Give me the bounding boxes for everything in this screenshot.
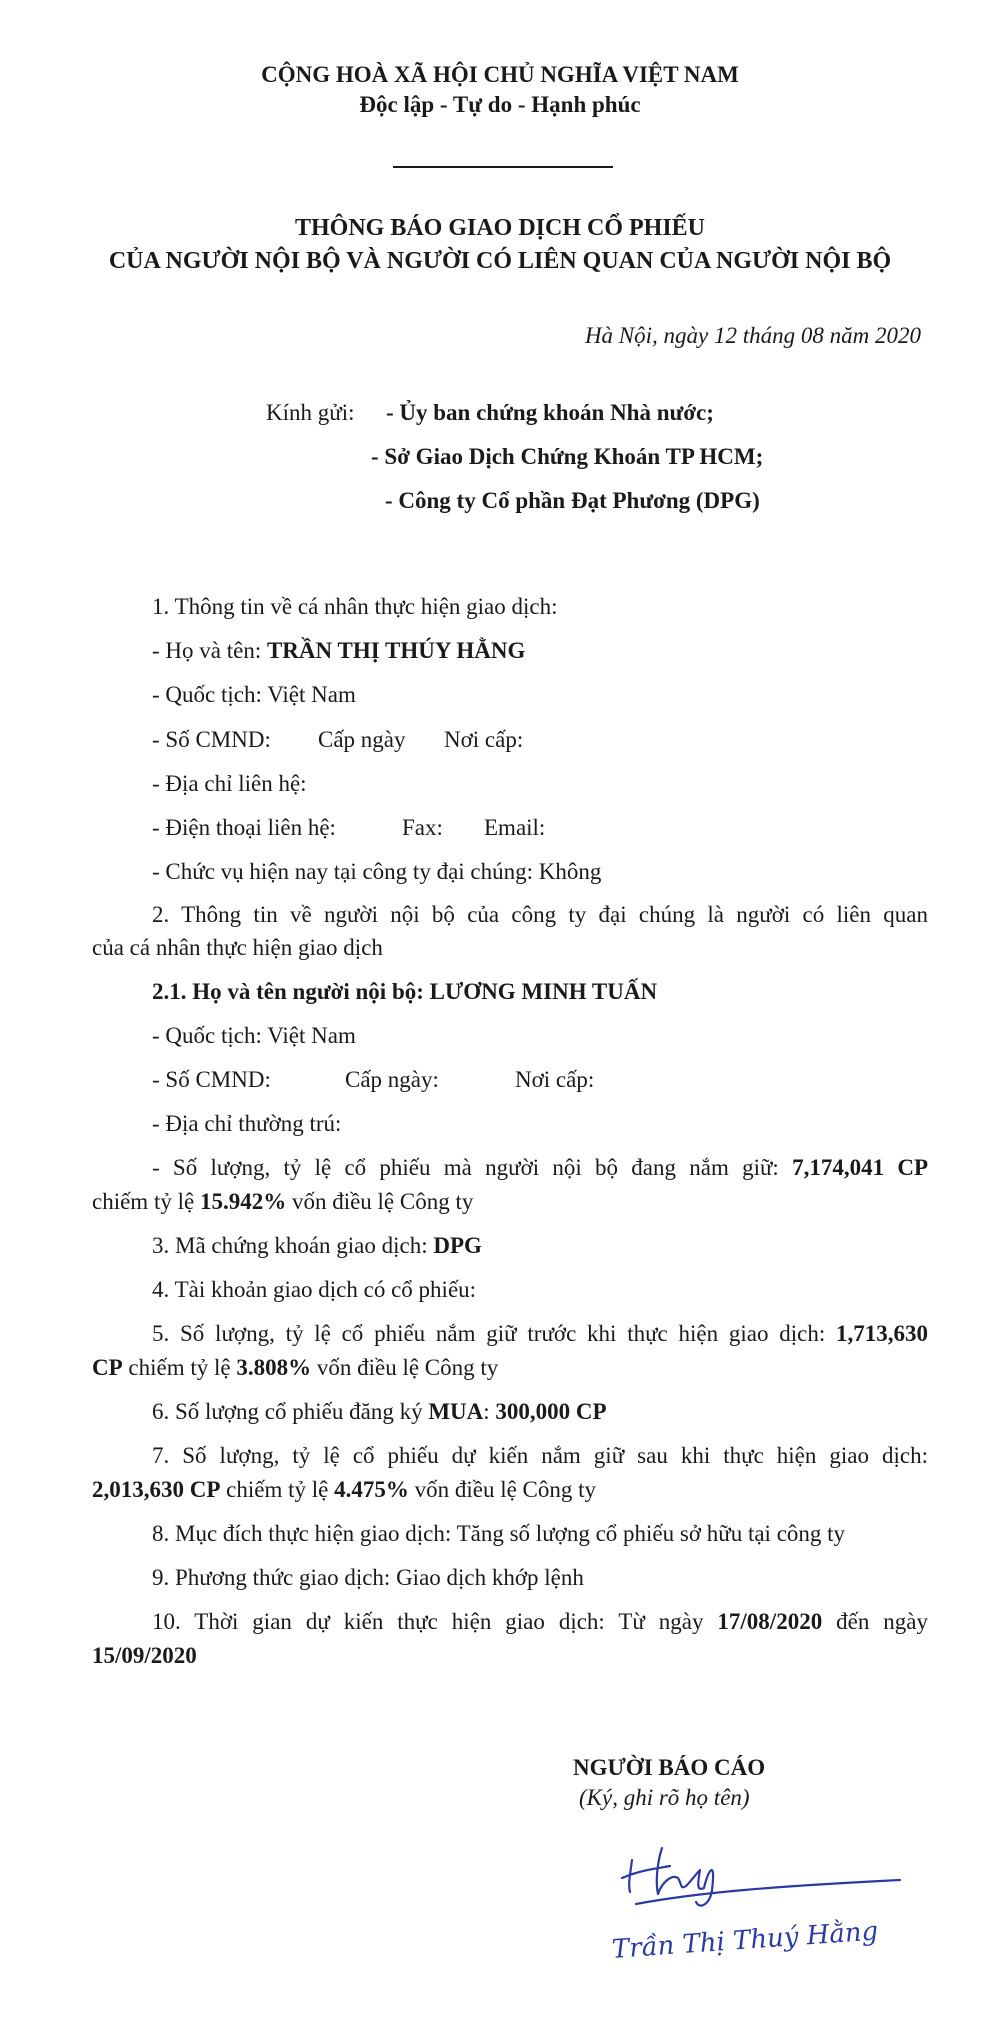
section7-pre: chiếm tỷ lệ — [220, 1477, 335, 1502]
insider-address: - Địa chỉ thường trú: — [152, 1111, 342, 1136]
signer-title: NGƯỜI BÁO CÁO — [573, 1755, 766, 1780]
person-name-row — [152, 638, 525, 664]
person-name-label: - Họ và tên: — [152, 638, 267, 663]
section2-heading: 2. Thông tin về người nội bộ của công ty đại chúng là người có liên quan — [152, 902, 928, 927]
recipient-item: - Ủy ban chứng khoán Nhà nước; — [386, 400, 714, 425]
person-id-date: Cấp ngày — [318, 727, 406, 752]
insider-holding-post: vốn điều lệ Công ty — [286, 1189, 474, 1214]
person-id-place: Nơi cấp: — [444, 727, 524, 752]
section3-text: 3. Mã chứng khoán giao dịch: — [152, 1233, 434, 1258]
section4-row: 4. Tài khoản giao dịch có cổ phiếu: — [152, 1277, 477, 1302]
handwritten-signature — [600, 1830, 960, 2000]
person-name-value: TRẦN THỊ THÚY HẰNG — [266, 638, 526, 663]
section10-text: 10. Thời gian dự kiến thực hiện giao dịch: Từ ngày — [152, 1609, 718, 1634]
section1-heading: 1. Thông tin về cá nhân thực hiện giao dịch: — [152, 594, 558, 619]
person-position: - Chức vụ hiện nay tại công ty đại chúng: Không — [152, 859, 602, 884]
section5-line2 — [92, 1355, 498, 1381]
header-divider — [393, 166, 613, 168]
country-name: CỘNG HOÀ XÃ HỘI CHỦ NGHĨA VIỆT NAM — [261, 62, 739, 87]
section10-to-date: 15/09/2020 — [92, 1643, 197, 1668]
date-line: Hà Nội, ngày 12 tháng 08 năm 2020 — [584, 323, 921, 348]
section6-action: MUA — [428, 1399, 484, 1424]
insider-name-row — [152, 979, 657, 1005]
section7-line2 — [92, 1477, 596, 1503]
national-motto: Độc lập - Tự do - Hạnh phúc — [359, 92, 641, 117]
recipient-item: - Công ty Cổ phần Đạt Phương (DPG) — [385, 488, 760, 513]
section5-text: 5. Số lượng, tỷ lệ cổ phiếu nắm giữ trước khi thực hiện giao dịch: — [152, 1321, 836, 1346]
section5-shares: 1,713,630 — [836, 1321, 928, 1346]
person-nationality: - Quốc tịch: Việt Nam — [152, 682, 356, 707]
insider-id-label: - Số CMND: — [152, 1067, 271, 1092]
insider-holding-shares: 7,174,041 CP — [792, 1155, 928, 1180]
person-phone: - Điện thoại liên hệ: — [152, 815, 336, 840]
insider-id-date: Cấp ngày: — [345, 1067, 439, 1092]
section8-row: 8. Mục đích thực hiện giao dịch: Tăng số lượng cổ phiếu sở hữu tại công ty — [152, 1521, 846, 1546]
insider-holding-pre: chiếm tỷ lệ — [92, 1189, 200, 1214]
document-title-line1: THÔNG BÁO GIAO DỊCH CỔ PHIẾU — [294, 215, 706, 241]
section5-pre: chiếm tỷ lệ — [122, 1355, 237, 1380]
section3-row — [152, 1233, 482, 1259]
section6-shares: 300,000 CP — [495, 1399, 607, 1424]
insider-holding-line1 — [152, 1155, 928, 1181]
section5-line1 — [152, 1321, 928, 1347]
section6-row — [152, 1399, 607, 1425]
section9-row: 9. Phương thức giao dịch: Giao dịch khớp lệnh — [152, 1565, 584, 1590]
section5-post: vốn điều lệ Công ty — [311, 1355, 499, 1380]
signer-note: (Ký, ghi rõ họ tên) — [579, 1785, 750, 1810]
person-id-label: - Số CMND: — [152, 727, 271, 752]
insider-name-label: 2.1. Họ và tên người nội bộ: — [152, 979, 430, 1004]
insider-nationality: - Quốc tịch: Việt Nam — [152, 1023, 356, 1048]
document-title-line2: CỦA NGƯỜI NỘI BỘ VÀ NGƯỜI CÓ LIÊN QUAN CỦA NGƯỜI NỘI BỘ — [108, 248, 892, 274]
person-fax: Fax: — [402, 815, 443, 840]
insider-name-value: LƯƠNG MINH TUẤN — [429, 979, 658, 1004]
section10-from-date: 17/08/2020 — [717, 1609, 823, 1634]
person-address: - Địa chỉ liên hệ: — [152, 771, 307, 796]
insider-holding-text: - Số lượng, tỷ lệ cổ phiếu mà người nội bộ đang nắm giữ: — [152, 1155, 793, 1180]
section7-post: vốn điều lệ Công ty — [408, 1477, 597, 1502]
section7-line1: 7. Số lượng, tỷ lệ cổ phiếu dự kiến nắm giữ sau khi thực hiện giao dịch: — [152, 1443, 928, 1468]
recipients-label: Kính gửi: — [266, 400, 355, 425]
insider-id-place: Nơi cấp: — [515, 1067, 595, 1092]
section6-sep: : — [483, 1399, 496, 1424]
section3-code: DPG — [433, 1233, 482, 1258]
section10-to-label: đến ngày — [822, 1609, 928, 1634]
insider-holding-percent: 15.942% — [199, 1189, 287, 1214]
section5-percent: 3.808% — [236, 1355, 312, 1380]
section10-line1 — [152, 1609, 928, 1635]
section5-unit: CP — [92, 1355, 123, 1380]
section2-heading-cont: của cá nhân thực hiện giao dịch — [92, 935, 383, 960]
recipient-item: - Sở Giao Dịch Chứng Khoán TP HCM; — [371, 444, 764, 469]
section7-percent: 4.475% — [334, 1477, 409, 1502]
person-email: Email: — [484, 815, 546, 840]
insider-holding-line2 — [92, 1189, 473, 1215]
section6-text: 6. Số lượng cổ phiếu đăng ký — [152, 1399, 429, 1424]
handwritten-name: Trần Thị Thuý Hằng — [610, 1916, 880, 1965]
section7-shares: 2,013,630 CP — [92, 1477, 221, 1502]
